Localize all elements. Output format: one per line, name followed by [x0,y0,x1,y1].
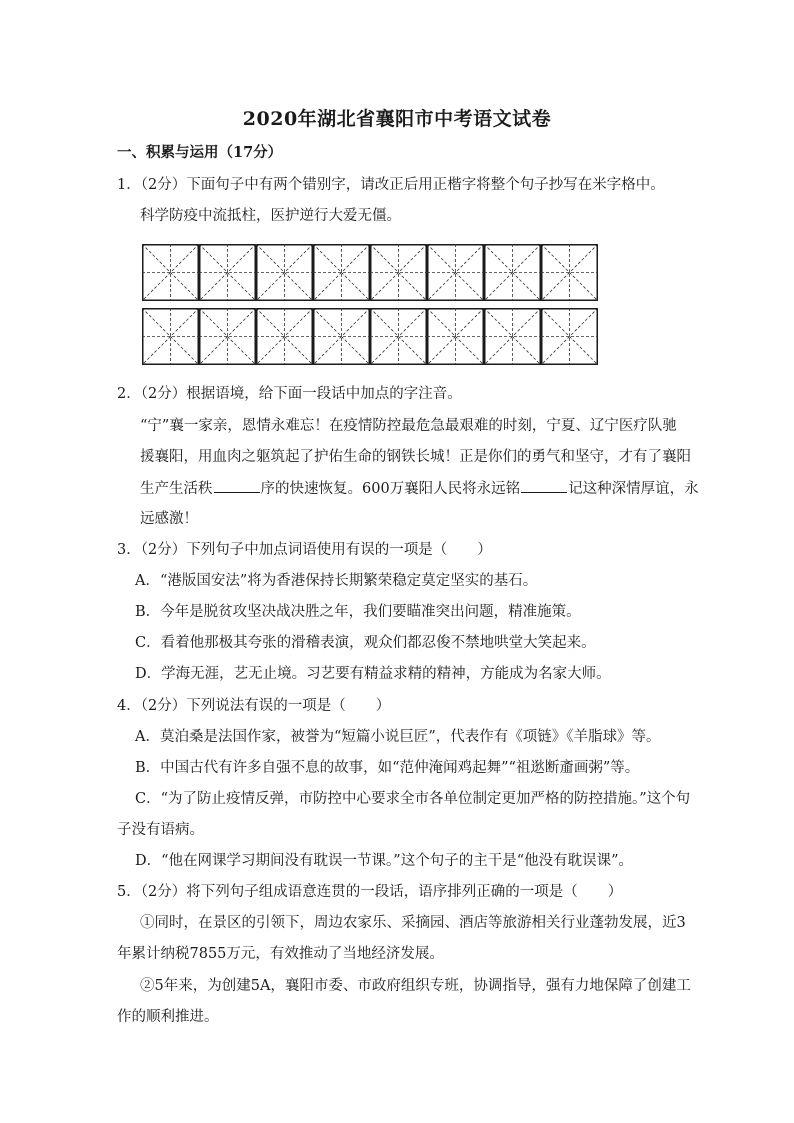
mizige-grid-row-2[interactable] [142,308,598,365]
q4-option-a: A．莫泊桑是法国作家，被誉为“短篇小说巨匠”，代表作有《项链》《羊脂球》等。 [135,729,661,745]
mizige-cell[interactable] [313,308,370,365]
mizige-cell[interactable] [142,308,199,365]
mizige-cell[interactable] [541,244,598,301]
mizige-cell[interactable] [199,244,256,301]
page-title: 2020年湖北省襄阳市中考语文试卷 [242,108,552,130]
q5-sentence-1-line-1: ①同时，在景区的引领下，周边农家乐、采摘园、酒店等旅游相关行业蓬勃发展，近3 [140,915,686,931]
q2-text-part-2: 序的快速恢复。600万襄阳人民将永远铭 [260,481,521,497]
mizige-cell[interactable] [427,244,484,301]
q2-stem: 2．（2分）根据语境，给下面一段话中加点的字注音。 [117,386,462,402]
q4-stem-line [117,696,390,716]
q5-sentence-2-line-1: ②5年来，为创建5A，襄阳市委、市政府组织专班，协调指导，强有力地保障了创建工 [140,978,691,994]
q3-option-c: C．看着他那极其夸张的滑稽表演，观众们都忍俊不禁地哄堂大笑起来。 [135,635,596,651]
mizige-cell[interactable] [427,308,484,365]
q2-paragraph-line-1: “宁”襄一家亲，恩情永难忘！在疫情防控最危急最艰难的时刻，宁夏、辽宁医疗队驰 [140,418,677,434]
q3-stem: 3．（2分）下列句子中加点词语使用有误的一项是（ [117,542,448,558]
mizige-cell[interactable] [541,308,598,365]
q5-stem-close: ） [607,884,623,900]
mizige-cell[interactable] [256,308,313,365]
mizige-cell[interactable] [142,244,199,301]
q4-option-b: B．中国古代有许多自强不息的故事，如“范仲淹闻鸡起舞”“祖逖断齑画粥”等。 [135,760,640,776]
mizige-cell[interactable] [370,308,427,365]
answer-blank-2[interactable] [521,478,567,493]
mizige-cell[interactable] [256,244,313,301]
q2-paragraph-line-2: 援襄阳，用血肉之躯筑起了护佑生命的钢铁长城！正是你们的勇气和坚守，才有了襄阳 [140,449,691,465]
q2-paragraph-line-4: 远感激！ [140,511,198,527]
q4-option-d: D．“他在网课学习期间没有耽误一节课。”这个句子的主干是“他没有耽误课”。 [135,853,634,869]
q3-option-d: D．学海无涯，艺无止境。习艺要有精益求精的精神，方能成为名家大师。 [135,666,611,682]
mizige-cell[interactable] [484,244,541,301]
q5-stem-line [117,882,622,902]
q2-text-part-1: 生产生活秩 [140,481,213,497]
q5-sentence-2-line-2: 作的顺利推进。 [117,1009,219,1025]
mizige-cell[interactable] [313,244,370,301]
mizige-grid-row-1[interactable] [142,244,598,301]
q2-paragraph-line-3 [140,478,699,499]
q3-stem-close: ） [477,542,492,558]
q4-stem-close: ） [375,698,391,714]
mizige-cell[interactable] [484,308,541,365]
mizige-cell[interactable] [199,308,256,365]
answer-blank-1[interactable] [214,478,260,493]
q5-stem: 5．（2分）将下列句子组成语意连贯的一段话，语序排列正确的一项是（ [117,884,578,900]
q1-sentence: 科学防疫中流抵柱，医护逆行大爱无僵。 [140,208,401,224]
section-heading: 一、积累与运用（17分） [117,144,283,161]
q5-sentence-1-line-2: 年累计纳税7855万元，有效推动了当地经济发展。 [117,946,444,962]
q3-stem-line [117,540,492,560]
q4-option-c-line-1: C．“为了防止疫情反弹，市防控中心要求全市各单位制定更加严格的防控措施。”这个句 [135,791,691,807]
q1-stem: 1．（2分）下面句子中有两个错别字，请改正后用正楷字将整个句子抄写在米字格中。 [117,177,665,193]
mizige-cell[interactable] [370,244,427,301]
q3-option-a: A．“港版国安法”将为香港保持长期繁荣稳定莫定坚实的基石。 [135,573,538,589]
q3-option-b: B．今年是脱贫攻坚决战决胜之年，我们要瞄准突出问题，精准施策。 [135,604,581,620]
q2-text-part-3: 记这种深情厚谊，永 [568,481,699,497]
q4-stem: 4．（2分）下列说法有误的一项是（ [117,698,346,714]
q4-option-c-line-2: 子没有语病。 [117,822,204,838]
